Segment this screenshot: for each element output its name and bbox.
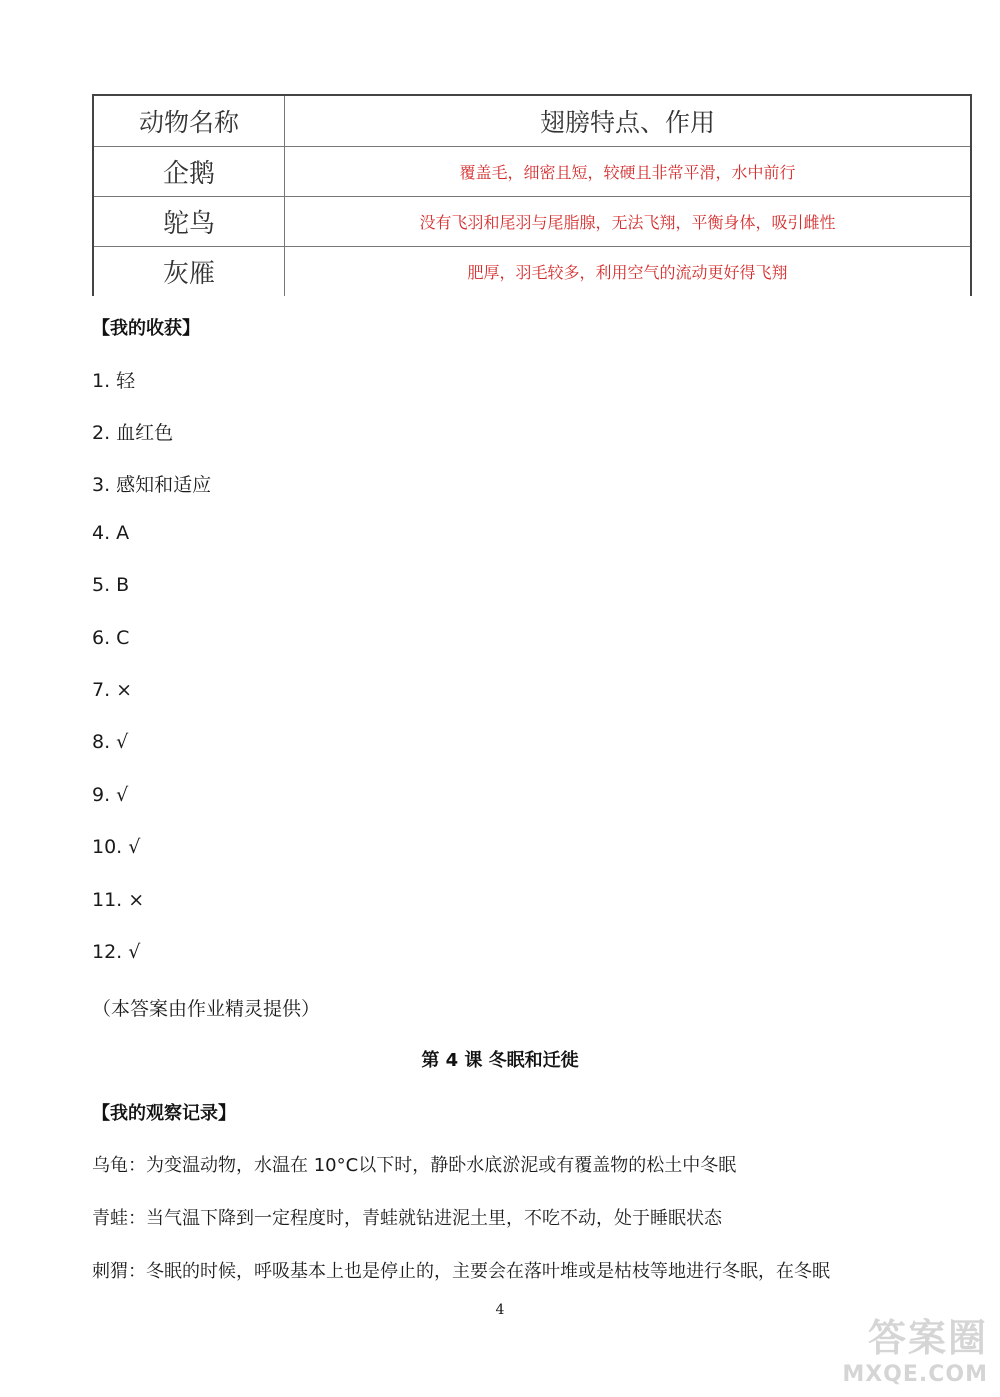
observation-title: 【我的观察记录】 [92,1103,236,1124]
answer-item: 1. 轻 [92,370,136,392]
source-note: （本答案由作业精灵提供） [92,998,321,1020]
table-header-feature: 翅膀特点、作用 [285,96,971,147]
table-row [94,247,970,296]
answer-item: 8. √ [92,731,129,753]
observation-line: 刺猬：冬眠的时候，呼吸基本上也是停止的，主要会在落叶堆或是枯枝等地进行冬眠，在冬眠 [92,1261,830,1282]
animal-name: 灰雁 [94,247,285,296]
answer-item: 9. √ [92,784,129,806]
harvest-title: 【我的收获】 [92,318,200,339]
wing-feature: 没有飞羽和尾羽与尾脂腺，无法飞翔，平衡身体，吸引雌性 [285,197,971,247]
page-number: 4 [495,1302,505,1318]
lesson-title: 第 4 课 冬眠和迁徙 [421,1050,579,1071]
table-row [94,197,970,247]
answer-item: 7. × [92,679,133,701]
site-watermark [842,1307,988,1387]
answer-item: 11. × [92,889,145,911]
answer-item: 2. 血红色 [92,422,174,444]
answer-item: 10. √ [92,836,141,858]
animal-name: 鸵鸟 [94,197,285,247]
table-row [94,147,970,197]
observation-line: 乌龟：为变温动物，水温在 10°C以下时，静卧水底淤泥或有覆盖物的松土中冬眠 [92,1155,737,1176]
answer-item: 5. B [92,574,130,596]
answer-item: 6. C [92,627,130,649]
watermark-cn: 答案圈 [867,1316,988,1360]
answer-item: 4. A [92,522,130,544]
table-header-name: 动物名称 [94,96,285,147]
observation-line: 青蛙：当气温下降到一定程度时，青蛙就钻进泥土里，不吃不动，处于睡眠状态 [92,1208,722,1229]
animal-wing-table [92,94,972,296]
animal-name: 企鹅 [94,147,285,197]
wing-feature: 肥厚，羽毛较多，利用空气的流动更好得飞翔 [285,247,971,296]
watermark-en: MXQE.COM [842,1362,988,1387]
answer-item: 12. √ [92,941,141,963]
answer-item: 3. 感知和适应 [92,474,212,496]
wing-feature: 覆盖毛，细密且短，较硬且非常平滑，水中前行 [285,147,971,197]
